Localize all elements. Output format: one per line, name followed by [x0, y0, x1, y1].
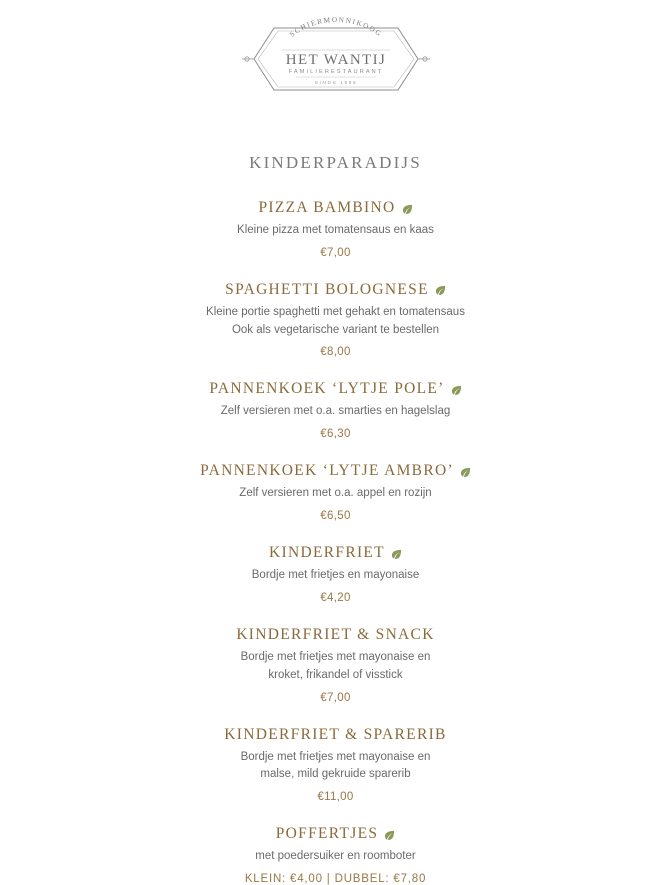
svg-text:SCHIERMONNIKOOG: SCHIERMONNIKOOG: [287, 15, 384, 39]
menu-item-name: KINDERFRIET: [269, 544, 385, 562]
menu-item-description: Bordje met frietjes en mayonaise: [251, 569, 420, 582]
menu-item-description: met poedersuiker en roomboter: [255, 850, 416, 863]
menu-item-heading: [60, 626, 611, 644]
menu-item-price: €8,00: [320, 346, 351, 359]
menu-item: [60, 281, 611, 359]
menu-item-heading: [60, 380, 611, 398]
svg-text:SINDS 1985: SINDS 1985: [314, 81, 357, 86]
menu-item-description: Kleine pizza met tomatensaus en kaas: [237, 224, 434, 236]
svg-text:FAMILIERESTAURANT: FAMILIERESTAURANT: [288, 69, 383, 75]
menu-item: [60, 726, 611, 804]
menu-item-name: POFFERTJES: [275, 825, 379, 843]
menu-item-price: €6,30: [320, 428, 351, 441]
menu-item: [60, 199, 611, 259]
menu-item-price: €7,00: [320, 246, 351, 259]
menu-item-name: KINDERFRIET & SPARERIB: [224, 725, 447, 743]
vegetarian-leaf-icon: [460, 467, 471, 478]
menu-list: [0, 199, 671, 885]
vegetarian-leaf-icon: [435, 285, 446, 296]
menu-item-description: Bordje met frietjes met mayonaise en malse, mild gekruide sparerib: [240, 750, 431, 781]
restaurant-logo: [236, 10, 436, 108]
menu-item-heading: [60, 825, 611, 843]
vegetarian-leaf-icon: [451, 385, 462, 396]
menu-item-name: PIZZA BAMBINO: [258, 199, 396, 216]
menu-item-name: PANNENKOEK ‘LYTJE AMBRO’: [200, 462, 454, 480]
menu-item: [60, 825, 611, 885]
menu-item-name: SPAGHETTI BOLOGNESE: [225, 280, 429, 298]
menu-item-heading: [60, 199, 611, 217]
menu-item-price: KLEIN: €4,00 | DUBBEL: €7,80: [244, 872, 427, 885]
menu-item: [60, 462, 611, 522]
menu-item-heading: [60, 462, 611, 480]
vegetarian-leaf-icon: [402, 204, 413, 215]
menu-item-heading: [60, 726, 611, 744]
menu-item-description: Kleine portie spaghetti met gehakt en tomatensaus Ook als vegetarische variant te bestellen: [206, 305, 465, 336]
menu-item-price: €4,20: [320, 591, 351, 604]
menu-item-description: Zelf versieren met o.a. appel en rozijn: [239, 487, 432, 500]
page-title: KINDERPARADIJS: [249, 153, 422, 172]
menu-item: [60, 626, 611, 704]
svg-text:HET WANTIJ: HET WANTIJ: [285, 52, 386, 68]
menu-item-heading: [60, 544, 611, 562]
menu-item: [60, 544, 611, 604]
menu-item-heading: [60, 281, 611, 299]
vegetarian-leaf-icon: [391, 549, 402, 560]
menu-item: [60, 380, 611, 440]
menu-item-price: €6,50: [320, 510, 351, 523]
menu-item-name: PANNENKOEK ‘LYTJE POLE’: [209, 380, 445, 398]
logo-container: [0, 0, 671, 108]
menu-item-name: KINDERFRIET & SNACK: [236, 625, 435, 643]
vegetarian-leaf-icon: [384, 830, 395, 841]
menu-item-description: Zelf versieren met o.a. smarties en hagelslag: [220, 405, 451, 418]
menu-item-description: Bordje met frietjes met mayonaise en kroket, frikandel of visstick: [240, 650, 431, 681]
menu-item-price: €7,00: [320, 691, 351, 704]
menu-item-price: €11,00: [317, 791, 354, 804]
